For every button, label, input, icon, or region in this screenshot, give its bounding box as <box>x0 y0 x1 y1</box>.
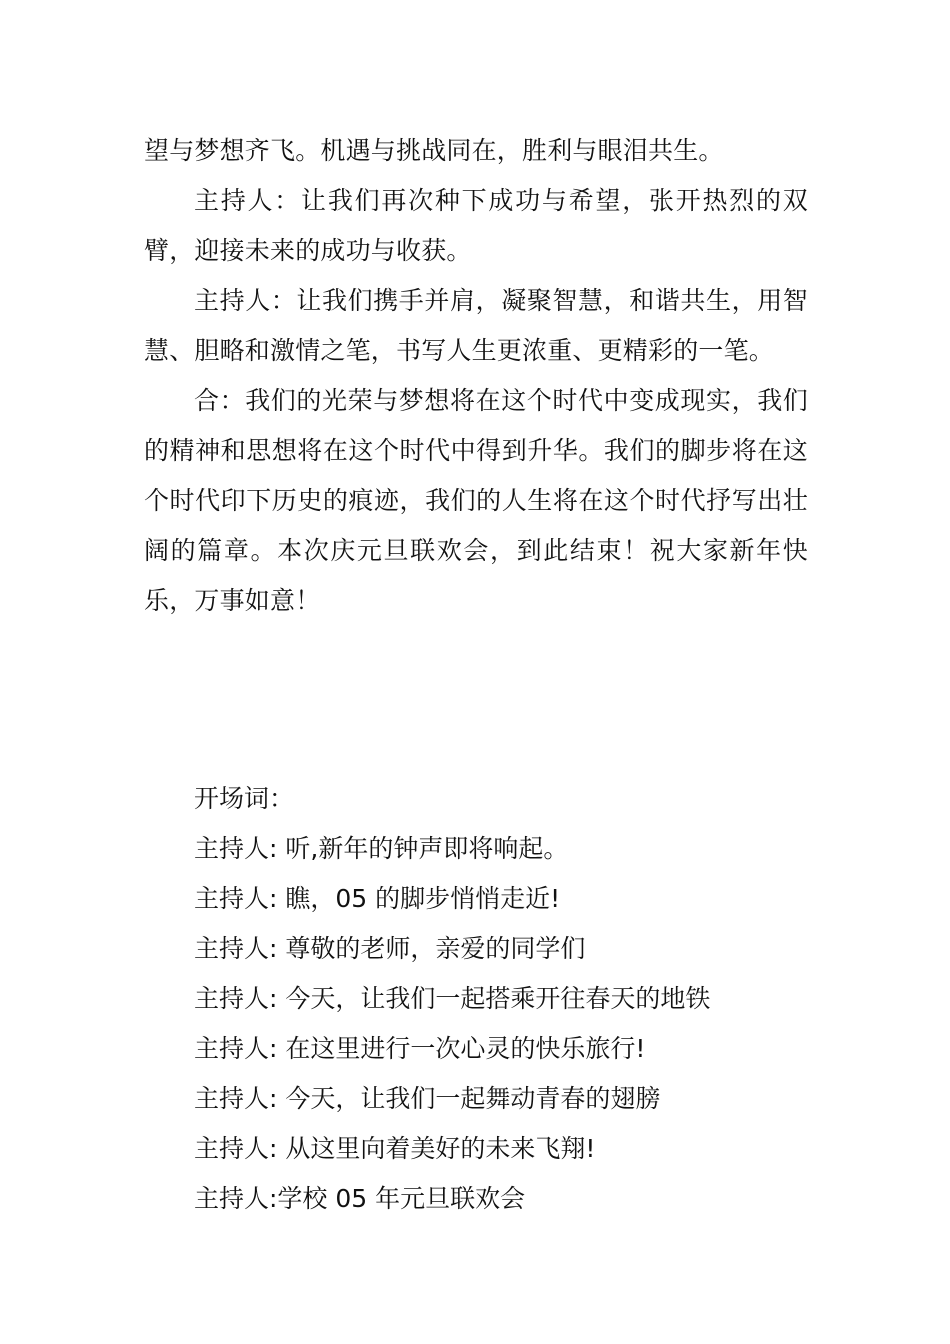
host-line: 主持人: 从这里向着美好的未来飞翔! <box>194 1134 596 1163</box>
continued-paragraph: 望与梦想齐飞。机遇与挑战同在，胜利与眼泪共生。 <box>144 136 724 165</box>
host-line: 主持人: 今天，让我们一起舞动青春的翅膀 <box>194 1084 661 1113</box>
opening-remarks-section <box>194 774 814 1224</box>
host-line: 主持人:学校 05 年元旦联欢会 <box>194 1184 526 1213</box>
opening-heading: 开场词： <box>194 784 295 813</box>
host-paragraph-success: 主持人：让我们再次种下成功与希望，张开热烈的双臂，迎接未来的成功与收获。 <box>144 186 808 265</box>
together-paragraph-closing: 合：我们的光荣与梦想将在这个时代中变成现实，我们的精神和思想将在这个时代中得到升华。我们的脚步将在这个时代印下历史的痕迹，我们的人生将在这个时代抒写出壮阔的篇章。本次庆元旦联欢会，到此结束！祝大家新年快乐，万事如意！ <box>144 386 808 615</box>
host-paragraph-wisdom: 主持人：让我们携手并肩，凝聚智慧，和谐共生，用智慧、胆略和激情之笔，书写人生更浓重、更精彩的一笔。 <box>144 286 808 365</box>
host-line: 主持人: 尊敬的老师，亲爱的同学们 <box>194 934 586 963</box>
host-line: 主持人: 在这里进行一次心灵的快乐旅行! <box>194 1034 646 1063</box>
closing-remarks-section <box>144 126 808 626</box>
host-line: 主持人: 听,新年的钟声即将响起。 <box>194 834 569 863</box>
host-line: 主持人: 今天，让我们一起搭乘开往春天的地铁 <box>194 984 711 1013</box>
host-line: 主持人: 瞧，05 的脚步悄悄走近! <box>194 884 561 913</box>
